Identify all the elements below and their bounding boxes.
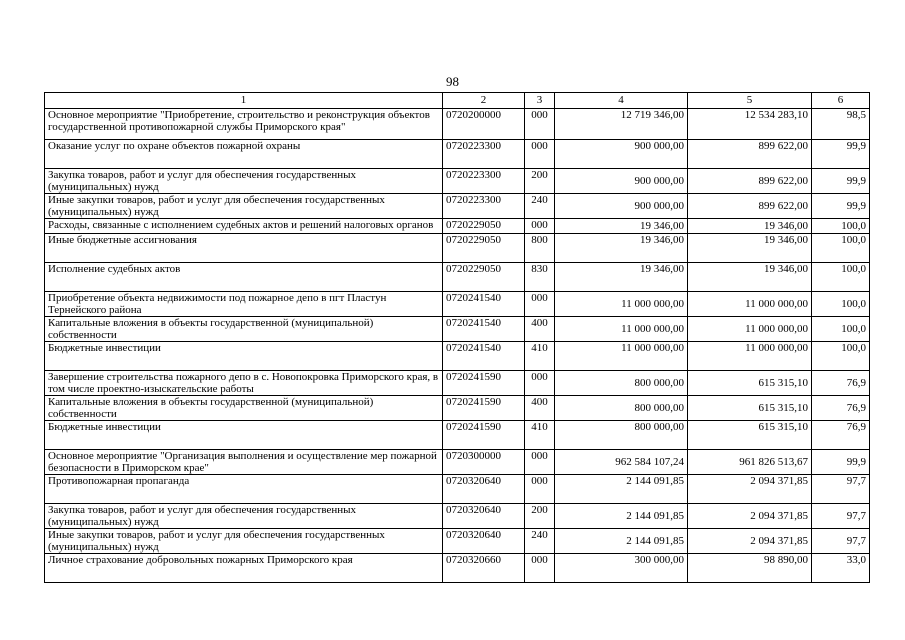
table-row [45,140,870,169]
item-name: Бюджетные инвестиции [45,342,443,371]
planned-amount: 900 000,00 [555,169,688,194]
expense-type-code: 410 [525,421,555,450]
expense-type-code: 240 [525,194,555,219]
item-name: Иные закупки товаров, работ и услуг для обеспечения государственных (муниципальных) нужд [45,529,443,554]
actual-amount: 19 346,00 [688,263,812,292]
planned-amount: 11 000 000,00 [555,292,688,317]
actual-amount: 19 346,00 [688,219,812,234]
budget-code: 0720320640 [443,529,525,554]
planned-amount: 300 000,00 [555,554,688,583]
budget-code: 0720229050 [443,263,525,292]
expense-type-code: 000 [525,554,555,583]
column-header: 3 [525,93,555,109]
item-name: Бюджетные инвестиции [45,421,443,450]
table-body [45,109,870,583]
expense-type-code: 000 [525,450,555,475]
expense-type-code: 000 [525,109,555,140]
execution-percent: 76,9 [812,371,870,396]
table-row [45,109,870,140]
table-row [45,234,870,263]
actual-amount: 12 534 283,10 [688,109,812,140]
budget-code: 0720320660 [443,554,525,583]
budget-code: 0720241540 [443,292,525,317]
actual-amount: 615 315,10 [688,371,812,396]
column-header: 6 [812,93,870,109]
execution-percent: 97,7 [812,475,870,504]
table-row [45,194,870,219]
planned-amount: 962 584 107,24 [555,450,688,475]
item-name: Закупка товаров, работ и услуг для обеспечения государственных (муниципальных) нужд [45,504,443,529]
expense-type-code: 400 [525,396,555,421]
execution-percent: 100,0 [812,317,870,342]
column-header: 2 [443,93,525,109]
planned-amount: 900 000,00 [555,140,688,169]
actual-amount: 11 000 000,00 [688,317,812,342]
item-name: Капитальные вложения в объекты государственной (муниципальной) собственности [45,396,443,421]
execution-percent: 100,0 [812,234,870,263]
page-number: 98 [446,74,459,89]
execution-percent: 100,0 [812,219,870,234]
budget-code: 0720241590 [443,396,525,421]
expense-type-code: 000 [525,475,555,504]
execution-percent: 98,5 [812,109,870,140]
budget-code: 0720223300 [443,169,525,194]
table-row [45,504,870,529]
planned-amount: 11 000 000,00 [555,342,688,371]
expense-type-code: 000 [525,292,555,317]
expense-type-code: 000 [525,219,555,234]
item-name: Основное мероприятие "Организация выполнения и осуществление мер пожарной безопасности в Приморском крае" [45,450,443,475]
expense-type-code: 410 [525,342,555,371]
planned-amount: 11 000 000,00 [555,317,688,342]
expense-type-code: 000 [525,140,555,169]
table-row [45,292,870,317]
execution-percent: 100,0 [812,292,870,317]
table-row [45,169,870,194]
actual-amount: 899 622,00 [688,140,812,169]
budget-code: 0720241590 [443,371,525,396]
table-row [45,219,870,234]
planned-amount: 19 346,00 [555,234,688,263]
budget-table [44,92,870,583]
budget-code: 0720229050 [443,219,525,234]
planned-amount: 800 000,00 [555,421,688,450]
item-name: Капитальные вложения в объекты государственной (муниципальной) собственности [45,317,443,342]
table-row [45,450,870,475]
item-name: Противопожарная пропаганда [45,475,443,504]
planned-amount: 2 144 091,85 [555,529,688,554]
planned-amount: 19 346,00 [555,263,688,292]
execution-percent: 99,9 [812,169,870,194]
budget-code: 0720229050 [443,234,525,263]
budget-code: 0720223300 [443,194,525,219]
execution-percent: 100,0 [812,342,870,371]
item-name: Иные бюджетные ассигнования [45,234,443,263]
table-row [45,317,870,342]
budget-code: 0720300000 [443,450,525,475]
actual-amount: 11 000 000,00 [688,292,812,317]
actual-amount: 11 000 000,00 [688,342,812,371]
planned-amount: 2 144 091,85 [555,504,688,529]
table-row [45,263,870,292]
budget-code: 0720320640 [443,475,525,504]
expense-type-code: 200 [525,169,555,194]
item-name: Оказание услуг по охране объектов пожарной охраны [45,140,443,169]
budget-code: 0720241540 [443,317,525,342]
item-name: Приобретение объекта недвижимости под пожарное депо в пгт Пластун Тернейского района [45,292,443,317]
budget-code: 0720241590 [443,421,525,450]
actual-amount: 615 315,10 [688,421,812,450]
execution-percent: 100,0 [812,263,870,292]
table-header-row [45,93,870,109]
execution-percent: 76,9 [812,421,870,450]
table-row [45,529,870,554]
actual-amount: 19 346,00 [688,234,812,263]
item-name: Закупка товаров, работ и услуг для обеспечения государственных (муниципальных) нужд [45,169,443,194]
column-header: 5 [688,93,812,109]
item-name: Завершение строительства пожарного депо в с. Новопокровка Приморского края, в том числе проектно-изыскательские работы [45,371,443,396]
planned-amount: 800 000,00 [555,396,688,421]
planned-amount: 800 000,00 [555,371,688,396]
expense-type-code: 400 [525,317,555,342]
budget-code: 0720241540 [443,342,525,371]
actual-amount: 615 315,10 [688,396,812,421]
actual-amount: 2 094 371,85 [688,475,812,504]
execution-percent: 99,9 [812,450,870,475]
table-row [45,475,870,504]
planned-amount: 12 719 346,00 [555,109,688,140]
actual-amount: 899 622,00 [688,194,812,219]
budget-code: 0720200000 [443,109,525,140]
item-name: Личное страхование добровольных пожарных Приморского края [45,554,443,583]
item-name: Расходы, связанные с исполнением судебных актов и решений налоговых органов [45,219,443,234]
column-header: 1 [45,93,443,109]
actual-amount: 961 826 513,67 [688,450,812,475]
table-row [45,554,870,583]
planned-amount: 900 000,00 [555,194,688,219]
actual-amount: 2 094 371,85 [688,529,812,554]
execution-percent: 99,9 [812,140,870,169]
budget-code: 0720320640 [443,504,525,529]
expense-type-code: 240 [525,529,555,554]
item-name: Иные закупки товаров, работ и услуг для обеспечения государственных (муниципальных) нужд [45,194,443,219]
budget-code: 0720223300 [443,140,525,169]
expense-type-code: 200 [525,504,555,529]
actual-amount: 899 622,00 [688,169,812,194]
column-header: 4 [555,93,688,109]
table-row [45,342,870,371]
table-row [45,421,870,450]
execution-percent: 97,7 [812,529,870,554]
execution-percent: 33,0 [812,554,870,583]
table-row [45,396,870,421]
item-name: Исполнение судебных актов [45,263,443,292]
execution-percent: 97,7 [812,504,870,529]
actual-amount: 2 094 371,85 [688,504,812,529]
planned-amount: 2 144 091,85 [555,475,688,504]
expense-type-code: 000 [525,371,555,396]
expense-type-code: 800 [525,234,555,263]
item-name: Основное мероприятие "Приобретение, строительство и реконструкция объектов государственной противопожарной службы Приморского края" [45,109,443,140]
actual-amount: 98 890,00 [688,554,812,583]
expense-type-code: 830 [525,263,555,292]
planned-amount: 19 346,00 [555,219,688,234]
execution-percent: 76,9 [812,396,870,421]
table-row [45,371,870,396]
execution-percent: 99,9 [812,194,870,219]
